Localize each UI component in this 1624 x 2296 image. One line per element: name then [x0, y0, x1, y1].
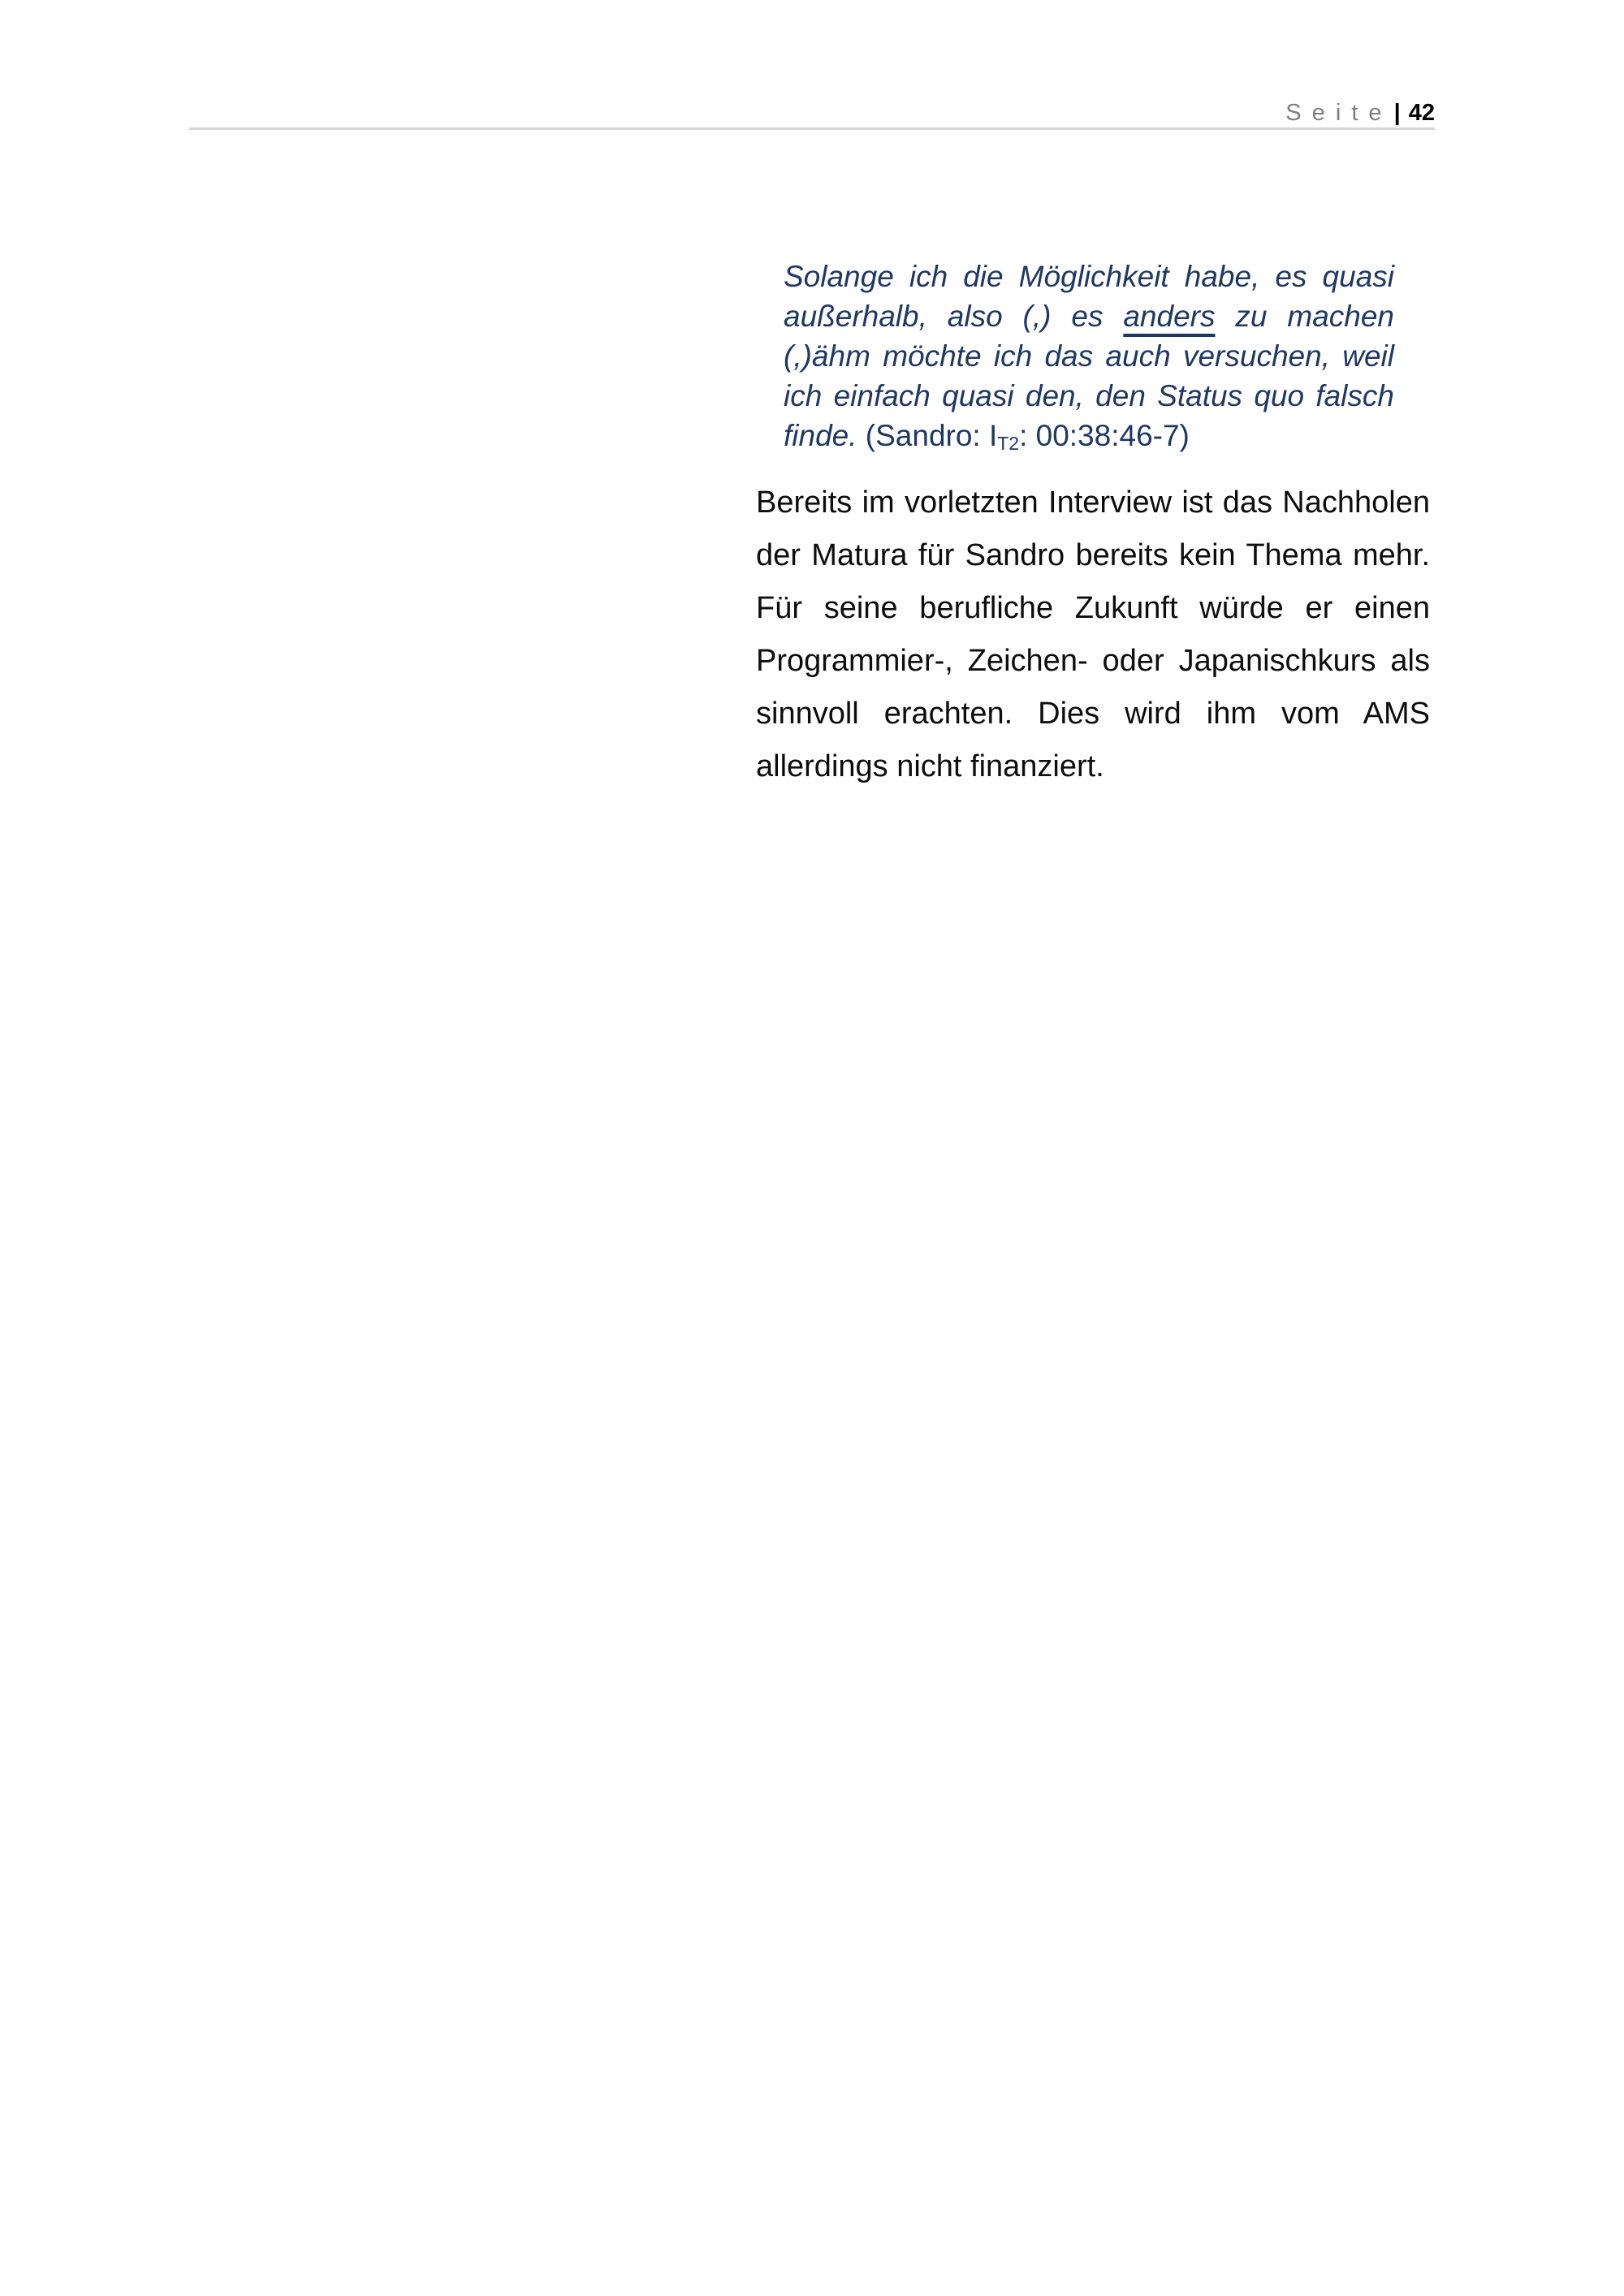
quote-line-1: Solange ich die Möglichkeit habe, es quasi [784, 260, 1394, 293]
quote-end: finde. [784, 419, 857, 452]
quote-line-4: ich einfach quasi den, den Status quo falsch [784, 379, 1394, 412]
page-header-separator: | [1393, 100, 1401, 126]
quote-line-5 [784, 416, 1394, 455]
body-line-1: Bereits im vorletzten Interview ist das Nachholen [756, 486, 1430, 520]
body-paragraph [756, 477, 1430, 793]
quote-line-3: (,)ähm möchte ich das auch versuchen, weil [784, 339, 1394, 373]
citation-subscript: T2 [997, 433, 1020, 455]
quote-underlined-word: anders [1123, 300, 1216, 333]
citation-post: : 00:38:46-7) [1019, 419, 1190, 452]
body-line-6: allerdings nicht finanziert. [756, 749, 1104, 783]
page-number: 42 [1408, 100, 1435, 126]
quote-line-2 [784, 296, 1394, 336]
quote-citation [865, 419, 1190, 455]
citation-pre: (Sandro: I [865, 419, 998, 452]
interview-quote [784, 257, 1394, 455]
quote-line-2-pre: außerhalb, also (,) es [784, 300, 1104, 333]
body-line-4: Programmier-, Zeichen- oder Japanischkurs als [756, 644, 1430, 678]
quote-line-2-post: zu machen [1235, 300, 1395, 333]
page-header [189, 98, 1435, 130]
body-line-5: sinnvoll erachten. Dies wird ihm vom AMS [756, 697, 1430, 731]
page-header-label: Seite [1285, 100, 1393, 126]
body-line-3: Für seine berufliche Zukunft würde er einen [756, 591, 1430, 625]
body-line-2: der Matura für Sandro bereits kein Thema mehr. [756, 538, 1430, 572]
